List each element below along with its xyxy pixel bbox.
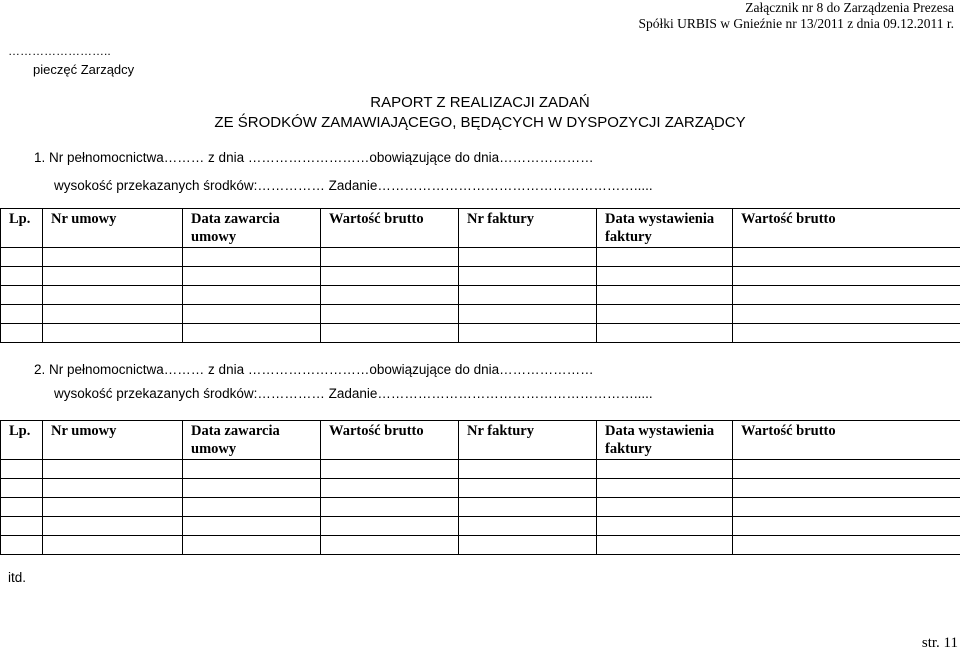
table-header-row [1,209,960,248]
section-2-table [0,420,960,555]
table-row [1,248,960,267]
col-header-lp: Lp. [1,209,43,248]
col-header-invoice-date: Data wystawienia faktury [597,209,733,248]
col-header-gross-value: Wartość brutto [321,421,459,460]
continuation-note: itd. [8,570,27,585]
section-1-authorization-line: 1. Nr pełnomocnictwa……… z dnia ………………………obowiązujące do dnia………………… [34,150,594,165]
col-header-contract-date: Data zawarcia umowy [183,421,321,460]
table-row [1,324,960,343]
report-title: RAPORT Z REALIZACJI ZADAŃ [370,94,590,111]
table-row [1,305,960,324]
table-row [1,536,960,555]
col-header-contract-no: Nr umowy [43,421,183,460]
col-header-lp: Lp. [1,421,43,460]
col-header-gross-value-2: Wartość brutto [733,209,960,248]
section-2-funds-line: wysokość przekazanych środków:…………… Zadanie…………………………………………………..... [54,386,653,401]
section-1-table [0,208,960,343]
table-header-row [1,421,960,460]
table-row [1,286,960,305]
stamp-dots: …………………….. [8,44,111,58]
col-header-contract-no: Nr umowy [43,209,183,248]
col-header-invoice-no: Nr faktury [459,209,597,248]
table-row [1,479,960,498]
report-subtitle: ZE ŚRODKÓW ZAMAWIAJĄCEGO, BĘDĄCYCH W DYSPOZYCJI ZARZĄDCY [214,114,746,131]
stamp-label: pieczęć Zarządcy [33,62,135,77]
page-number: str. 11 [921,635,958,651]
attachment-note: Załącznik nr 8 do Zarządzenia Prezesa [745,0,954,15]
order-reference: Spółki URBIS w Gnieźnie nr 13/2011 z dnia 09.12.2011 r. [638,16,954,31]
col-header-invoice-date: Data wystawienia faktury [597,421,733,460]
col-header-invoice-no: Nr faktury [459,421,597,460]
section-2-authorization-line: 2. Nr pełnomocnictwa……… z dnia ………………………obowiązujące do dnia………………… [34,362,594,377]
table-row [1,460,960,479]
col-header-contract-date: Data zawarcia umowy [183,209,321,248]
table-row [1,517,960,536]
col-header-gross-value: Wartość brutto [321,209,459,248]
col-header-gross-value-2: Wartość brutto [733,421,960,460]
table-row [1,267,960,286]
section-1-funds-line: wysokość przekazanych środków:…………… Zadanie…………………………………………………..... [54,178,653,193]
table-row [1,498,960,517]
